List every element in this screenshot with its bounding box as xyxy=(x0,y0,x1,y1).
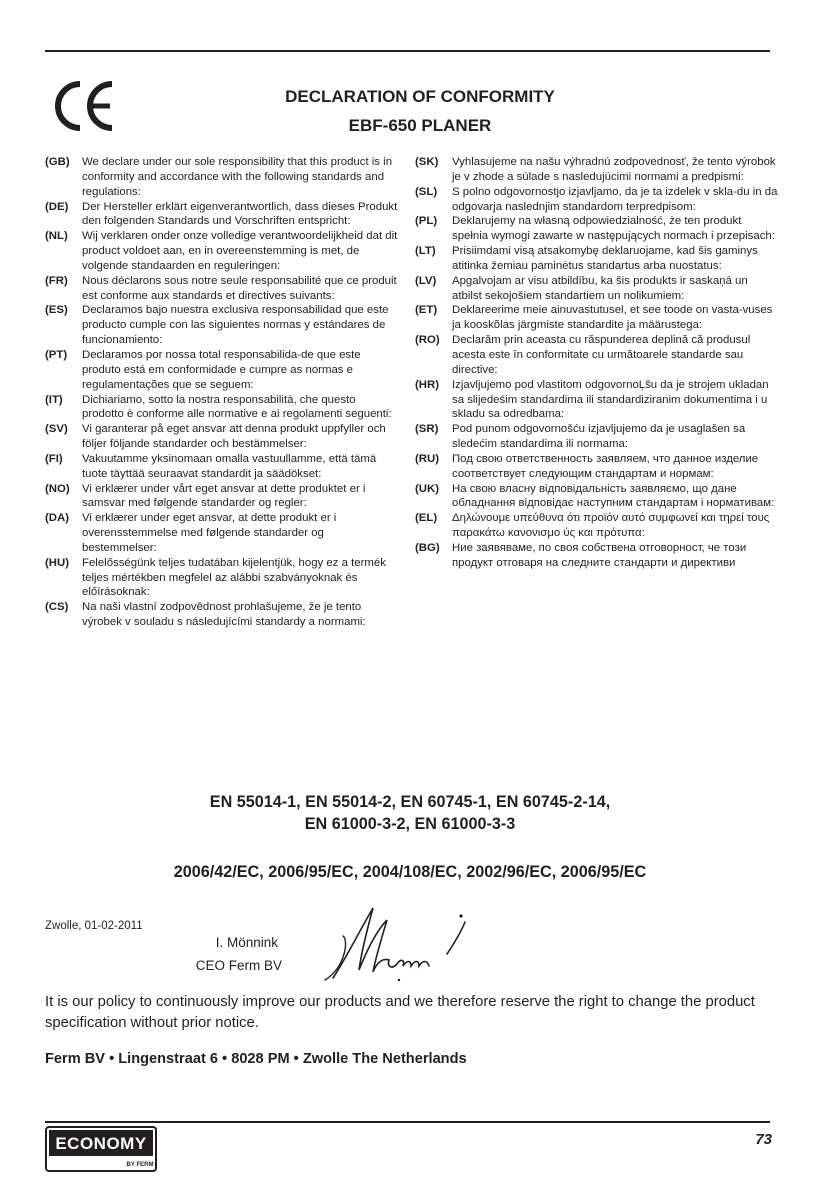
declaration-text: Declarăm prin aceasta cu răspunderea deplină că produsul acesta este în conformitate cu următoarele standarde sau directive: xyxy=(452,334,751,376)
declaration-text: Wij verklaren onder onze volledige verantwoordelijkheid dat dit product voldoet aan, en in overeenstemming is met, de volgende standaarden en reguleringen: xyxy=(82,230,398,272)
declaration-entry xyxy=(415,155,780,185)
language-code: (NL) xyxy=(45,230,68,243)
declaration-text: Vi erklærer under vårt eget ansvar at dette produktet er i samsvar med følgende standarder og regler: xyxy=(82,482,366,510)
language-code: (FR) xyxy=(45,274,68,287)
declaration-text: Vakuutamme yksinomaan omalla vastuullamme, että tämä tuote täyttää seuraavat standardit ja säädökset: xyxy=(82,452,377,480)
handwritten-signature xyxy=(315,900,475,985)
language-code: (UK) xyxy=(415,482,440,495)
top-divider xyxy=(45,50,770,52)
declaration-entry xyxy=(45,422,400,452)
declaration-entry xyxy=(415,452,780,482)
declaration-entry xyxy=(45,511,400,556)
declaration-text: S polno odgovornostjo izjavljamo, da je ta izdelek v skla-du in da odgovarja naslednjim standardom terpredpisom: xyxy=(452,185,778,213)
language-code: (EL) xyxy=(415,512,438,525)
declaration-text: На свою власну відповідальність заявляємо, що дане обладнання відповідає наступним стандартам і нормативам: xyxy=(452,482,775,510)
declaration-text: Apgalvojam ar visu atbildību, ka šis produkts ir saskaņā un atbilst sekojošiem standartiem un nolikumiem: xyxy=(452,274,748,302)
declaration-text: Pod punom odgovornošću izjavljujemo da je usaglašen sa sledećim standardima ili normama: xyxy=(452,423,746,451)
declaration-entry xyxy=(45,393,400,423)
language-code: (LT) xyxy=(415,245,436,258)
language-code: (RU) xyxy=(415,452,440,465)
language-code: (DE) xyxy=(45,200,69,213)
language-code: (ES) xyxy=(45,304,68,317)
language-code: (NO) xyxy=(45,482,70,495)
language-code: (SK) xyxy=(415,156,439,168)
brand-name: ECONOMY xyxy=(55,1134,147,1153)
language-code: (BG) xyxy=(415,541,440,554)
declaration-text: Dichiariamo, sotto la nostra responsabilità, che questo prodotto è conforme alle normative e ai regolamenti seguenti: xyxy=(82,393,392,421)
language-code: (GB) xyxy=(45,156,70,168)
declaration-entry xyxy=(45,229,400,274)
declaration-entry xyxy=(45,155,400,200)
declaration-text: Izjavljujemo pod vlastitom odgovornoĻšu da je strojem ukladan sa slijedeśim standardima ili standardiziranim dokumentima i u skladu sa odredbama: xyxy=(452,378,769,421)
declaration-entry xyxy=(415,378,780,423)
declaration-entry xyxy=(45,482,400,512)
declaration-text: We declare under our sole responsibility that this product is in conformity and accordance with the following standards and regulations: xyxy=(82,156,393,198)
place-date: Zwolle, 01-02-2011 xyxy=(45,920,143,932)
declaration-entry xyxy=(45,348,400,393)
declaration-text: Deklareerime meie ainuvastutusel, et see toode on vasta-vuses ja kooskõlas järgmiste standardite ja määrustega: xyxy=(452,304,773,332)
directives-line: 2006/42/EC, 2006/95/EC, 2004/108/EC, 2002/96/EC, 2006/95/EC xyxy=(173,863,647,881)
ce-mark-icon xyxy=(52,80,118,132)
document-title: DECLARATION OF CONFORMITY xyxy=(285,87,555,106)
language-code: (RO) xyxy=(415,334,440,347)
declaration-text: Deklarujemy na własną odpowiedzialność, że ten produkt spełnia wymogi zawarte w następujących normach i przepisach: xyxy=(452,215,775,243)
language-code: (SR) xyxy=(415,423,439,436)
language-code: (CS) xyxy=(45,601,69,614)
language-code: (LV) xyxy=(415,274,437,287)
page-number: 73 xyxy=(755,1131,772,1148)
declaration-entry xyxy=(45,303,400,348)
declaration-entry xyxy=(415,274,780,304)
declaration-entry xyxy=(415,422,780,452)
declaration-text: Δηλώνουμε υπεύθυνα ότι προϊόν αυτό συμφωνεί και τηρεί τους παρακάτω κανονισμο ύς και πρότυπα: xyxy=(452,512,770,540)
language-code: (DA) xyxy=(45,512,70,525)
declaration-entry xyxy=(45,274,400,304)
standards-line-2: EN 61000-3-2, EN 61000-3-3 xyxy=(304,815,516,833)
declaration-text: Vi erklærer under eget ansvar, at dette produkt er i overensstemmelse med følgende standarder og bestemmelser: xyxy=(82,512,337,554)
declaration-text: Ние заявяваме, по своя собствена отговорност, че този продукт отговаря на следните стандарти и директиви xyxy=(452,541,747,569)
language-code: (SV) xyxy=(45,423,68,436)
language-code: (FI) xyxy=(45,452,63,465)
declaration-entry xyxy=(415,511,780,541)
declaration-entry xyxy=(45,556,400,601)
declaration-text: Der Hersteller erklärt eigenverantwortlich, dass dieses Produkt den folgenden Standards und Vorschriften entspricht: xyxy=(82,200,398,228)
language-code: (PT) xyxy=(45,348,68,361)
declaration-entry xyxy=(45,452,400,482)
declaration-text: Na naši vlastní zodpovědnost prohlašujeme, že je tento výrobek v souladu s následujícími standardy a normami: xyxy=(82,601,366,629)
declaration-text: Felelősségünk teljes tudatában kijelentjük, hogy ez a termék teljes mértékben megfelel az alábbi szabványoknak és előírásoknak: xyxy=(82,556,386,599)
declaration-text: Prisiimdami visą atsakomybę deklaruojame, kad šis gaminys atitinka žemiau paminėtus standartus arba nuostatus: xyxy=(452,245,758,272)
language-code: (PL) xyxy=(415,215,438,228)
declaration-entry xyxy=(45,200,400,230)
declaration-entry xyxy=(415,303,780,333)
standards-line-1: EN 55014-1, EN 55014-2, EN 60745-1, EN 60745-2-14, xyxy=(209,793,611,811)
brand-sub: BY FERM xyxy=(126,1162,154,1168)
declaration-text: Vyhlasujeme na našu výhradnú zodpovednosť, že tento výrobok je v zhode a súlade s nasledujúcimi normami a predpismi: xyxy=(452,156,776,183)
declaration-entry xyxy=(415,185,780,215)
declaration-entry xyxy=(45,600,400,630)
declaration-text: Nous déclarons sous notre seule responsabilité que ce produit est conforme aux standards et directives suivants: xyxy=(82,274,397,302)
language-code: (HR) xyxy=(415,378,440,391)
declaration-text: Declaramos por nossa total responsabilida-de que este produto está em conformidade e cumpre as normas e regulamentações que se seguem: xyxy=(82,348,361,391)
language-code: (ET) xyxy=(415,304,438,317)
signer-title: CEO Ferm BV xyxy=(195,958,282,973)
bottom-divider xyxy=(45,1121,770,1123)
company-address: Ferm BV • Lingenstraat 6 • 8028 PM • Zwolle The Netherlands xyxy=(45,1051,467,1067)
declaration-text: Под свою ответственность заявляем, что данное изделие соответствует следующим стандартам и нормам: xyxy=(452,452,759,480)
declaration-entry xyxy=(415,244,780,274)
declaration-text: Vi garanterar på eget ansvar att denna produkt uppfyller och följer följande standarder och bestämmelser: xyxy=(82,423,386,451)
declaration-entry xyxy=(415,541,780,571)
policy-statement: It is our policy to continuously improve our products and we therefore reserve the right to change the product specification without prior notice. xyxy=(45,994,755,1031)
declaration-entry xyxy=(415,214,780,244)
language-code: (IT) xyxy=(45,393,63,406)
declarations-right-column xyxy=(415,155,780,571)
declarations-left-column xyxy=(45,155,400,630)
language-code: (HU) xyxy=(45,556,70,569)
language-code: (SL) xyxy=(415,185,438,198)
declaration-entry xyxy=(415,333,780,378)
product-name: EBF-650 PLANER xyxy=(348,116,492,135)
declaration-entry xyxy=(415,482,780,512)
signer-name: I. Mönnink xyxy=(215,935,278,950)
economy-brand-logo xyxy=(45,1126,157,1172)
declaration-text: Declaramos bajo nuestra exclusiva responsabilidad que este producto cumple con las siguientes normas y estándares de funcionamiento: xyxy=(82,304,389,347)
